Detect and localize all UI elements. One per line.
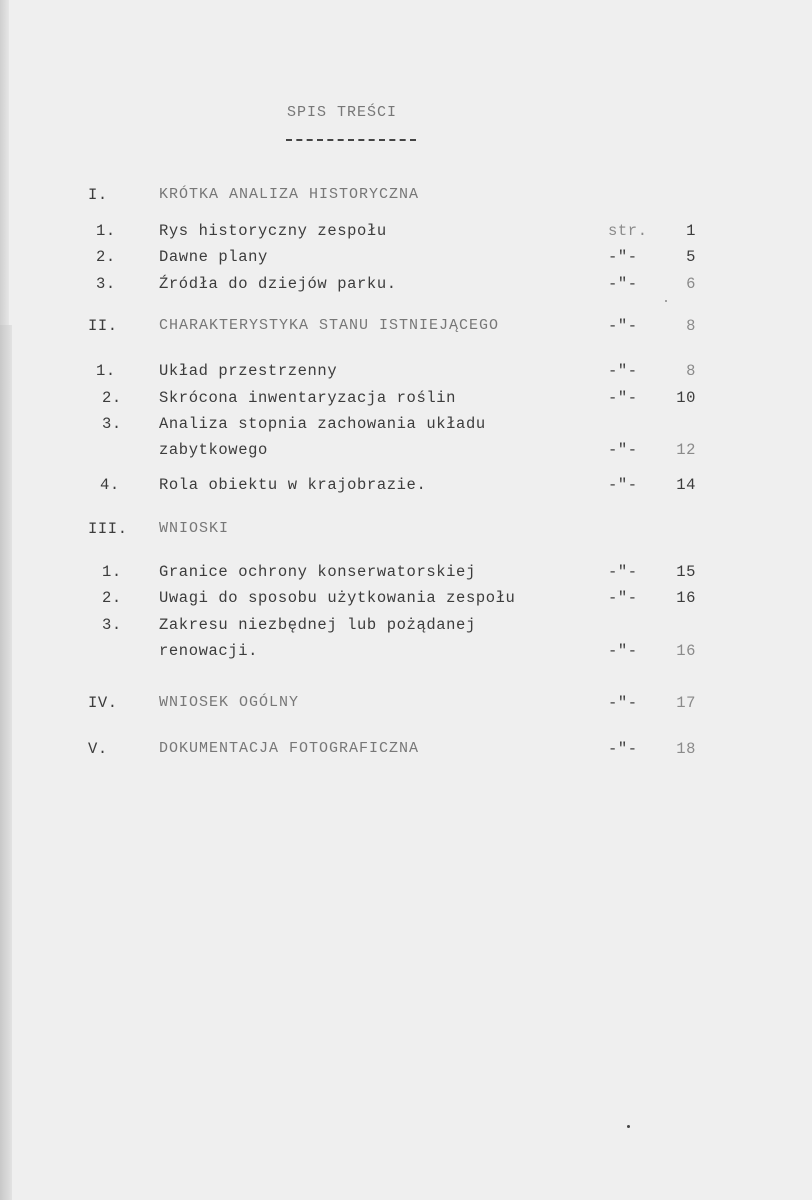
item-text: Rys historyczny zespołu — [159, 222, 387, 240]
section-5-page-prefix: -"- — [608, 740, 638, 758]
item-number: 1. — [96, 222, 116, 240]
item-number: 2. — [102, 389, 122, 407]
item-page-prefix: -"- — [608, 362, 638, 380]
paper-speck — [627, 1125, 630, 1128]
item-number: 2. — [96, 248, 116, 266]
item-page-number: 5 — [686, 248, 696, 266]
item-number: 4. — [100, 476, 120, 494]
section-1-heading: KRÓTKA ANALIZA HISTORYCZNA — [159, 186, 420, 203]
section-2-number: II. — [88, 317, 118, 335]
item-page-prefix: -"- — [608, 589, 638, 607]
section-4-number: IV. — [88, 694, 118, 712]
page-title: SPIS TREŚCI — [287, 104, 398, 121]
section-3-heading: WNIOSKI — [159, 520, 230, 537]
item-number: 3. — [102, 616, 122, 634]
section-5-number: V. — [88, 740, 108, 758]
item-page-number: 16 — [676, 642, 696, 660]
item-page-prefix: -"- — [608, 476, 638, 494]
section-2-page-prefix: -"- — [608, 317, 638, 335]
section-1-number: I. — [88, 186, 108, 204]
item-text: Rola obiektu w krajobrazie. — [159, 476, 427, 494]
item-page-prefix: -"- — [608, 441, 638, 459]
section-3-number: III. — [88, 520, 128, 538]
item-text: Uwagi do sposobu użytkowania zespołu — [159, 589, 516, 607]
item-text: Zakresu niezbędnej lub pożądanej — [159, 616, 476, 634]
item-page-prefix: -"- — [608, 563, 638, 581]
item-page-number: 8 — [686, 362, 696, 380]
item-text: Dawne plany — [159, 248, 268, 266]
item-text: Układ przestrzenny — [159, 362, 338, 380]
section-4-page-prefix: -"- — [608, 694, 638, 712]
item-page-number: 10 — [676, 389, 696, 407]
item-page-number: 1 — [686, 222, 696, 240]
item-number: 1. — [102, 563, 122, 581]
item-page-number: 12 — [676, 441, 696, 459]
item-page-number: 16 — [676, 589, 696, 607]
item-page-number: 6 — [686, 275, 696, 293]
section-4-heading: WNIOSEK OGÓLNY — [159, 694, 300, 711]
item-page-prefix: str. — [608, 222, 648, 240]
item-number: 3. — [96, 275, 116, 293]
section-2-heading: CHARAKTERYSTYKA STANU ISTNIEJĄCEGO — [159, 317, 500, 334]
item-page-prefix: -"- — [608, 248, 638, 266]
item-text: Źródła do dziejów parku. — [159, 275, 397, 293]
item-text: Granice ochrony konserwatorskiej — [159, 563, 476, 581]
item-page-prefix: -"- — [608, 642, 638, 660]
section-5-heading: DOKUMENTACJA FOTOGRAFICZNA — [159, 740, 420, 757]
page-edge-shadow-lower — [0, 325, 12, 1200]
item-page-number: 15 — [676, 563, 696, 581]
item-number: 1. — [96, 362, 116, 380]
item-number: 3. — [102, 415, 122, 433]
item-page-prefix: -"- — [608, 275, 638, 293]
item-text: Analiza stopnia zachowania układu — [159, 415, 486, 433]
section-2-page-number: 8 — [686, 317, 696, 335]
paper-speck — [665, 300, 667, 302]
item-text: Skrócona inwentaryzacja roślin — [159, 389, 457, 407]
section-4-page-number: 17 — [676, 694, 696, 712]
item-text-continuation: zabytkowego — [159, 441, 268, 459]
item-text-continuation: renowacji. — [159, 642, 259, 660]
title-underline — [286, 139, 416, 141]
item-page-number: 14 — [676, 476, 696, 494]
item-page-prefix: -"- — [608, 389, 638, 407]
item-number: 2. — [102, 589, 122, 607]
section-5-page-number: 18 — [676, 740, 696, 758]
